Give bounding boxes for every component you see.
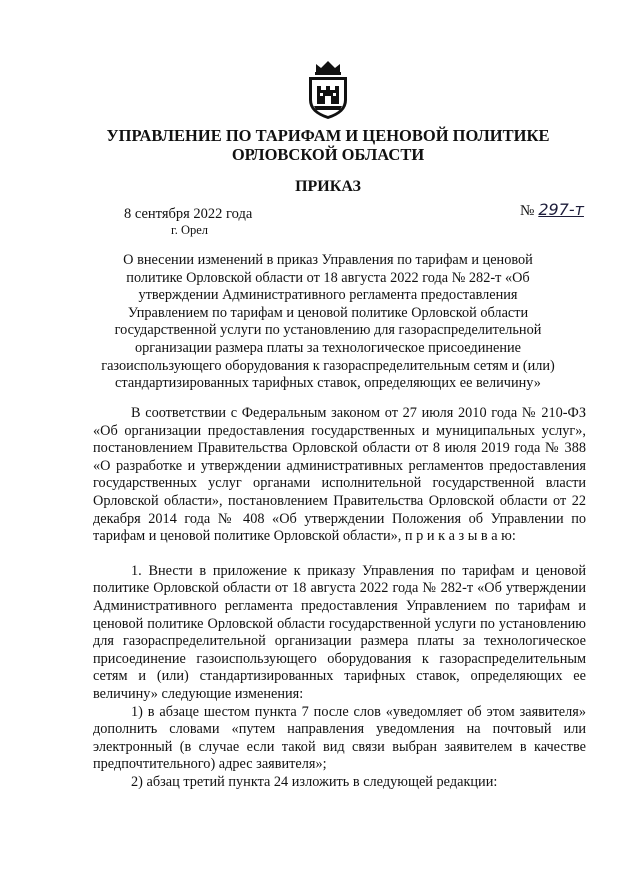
organization-name-line2: ОРЛОВСКОЙ ОБЛАСТИ <box>231 145 425 164</box>
organization-name-line1: УПРАВЛЕНИЕ ПО ТАРИФАМ И ЦЕНОВОЙ ПОЛИТИКЕ <box>106 126 550 145</box>
document-subject: О внесении изменений в приказ Управления по тарифам и ценовой политике Орловской области от 18 августа 2022 года № 282-т «Об утверждении Административного регламента предоставления Управлением по тарифам и ценовой политике Орловской области государственной услуги по установлению для газораспределительной организации размера платы за технологическое присоединение газоиспользующего оборудования к газораспределительным сетям и (или) стандартизированных тарифных ставок, определяющих ее величину» <box>101 252 555 392</box>
document-body <box>93 405 586 791</box>
paragraph-preamble: В соответствии с Федеральным законом от 27 июля 2010 года № 210-ФЗ «Об организации предоставления государственных и муниципальных услуг», постановлением Правительства Орловской области от 8 июля 2019 года № 388 «О разработке и утверждении административных регламентов предоставления государственных услуг органами исполнительной государственной власти Орловской области», постановлением Правительства Орловской области от 22 декабря 2014 года № 408 «Об утверждении Положения об Управлении по тарифам и ценовой политике Орловской области», п р и к а з ы в а ю: <box>93 405 586 545</box>
organization-name <box>70 126 586 164</box>
document-number <box>520 201 584 220</box>
paragraph-subitem-1: 1) в абзаце шестом пункта 7 после слов «уведомляет об этом заявителя» дополнить словами «путем направления уведомления на почтовый или электронный (в случае если такой вид связи выбран заявителем в качестве предпочтительного) адрес заявителя»; <box>93 703 586 773</box>
document-number-handwritten: 297-т <box>538 200 584 219</box>
document-date: 8 сентября 2022 года <box>124 206 253 222</box>
paragraph-item-1: 1. Внести в приложение к приказу Управления по тарифам и ценовой политике Орловской области от 18 августа 2022 года № 282-т «Об утверждении Административного регламента предоставления Управлением по тарифам и ценовой политике Орловской области государственной услуги по установлению для газораспределительной организации размера платы за технологическое присоединение газоиспользующего оборудования к газораспределительным сетям и (или) стандартизированных тарифных ставок, определяющих ее величину» следующие изменения: <box>93 562 586 702</box>
document-city: г. Орел <box>171 223 209 237</box>
document-type: ПРИКАЗ <box>295 178 361 195</box>
paragraph-subitem-2: 2) абзац третий пункта 24 изложить в следующей редакции: <box>131 773 498 790</box>
orel-oblast-coat-of-arms-icon <box>306 60 350 120</box>
document-number-prefix: № <box>520 203 535 219</box>
